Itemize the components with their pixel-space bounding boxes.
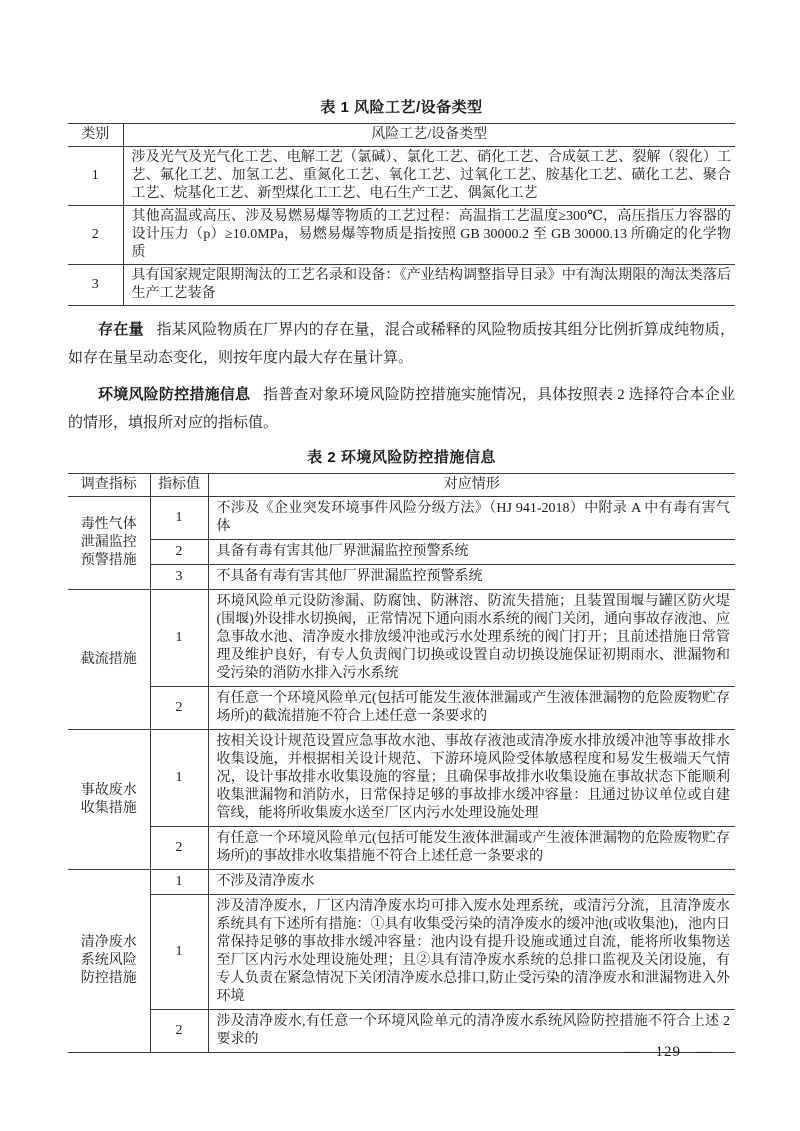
definition-text: 指普查对象环境风险防控措施实施情况，具体按照表 2 选择符合本企业的情形，填报所对应的指标值。	[68, 387, 735, 431]
situation-cell: 不涉及《企业突发环境事件风险分级方法》（HJ 941-2018）中附录 A 中有毒有害气体	[208, 497, 735, 540]
process-types-cell: 涉及光气及光气化工艺、电解工艺（氯碱）、氯化工艺、硝化工艺、合成氨工艺、裂解（裂化）工艺、氟化工艺、加氢工艺、重氮化工艺、氧化工艺、过氧化工艺、胺基化工艺、磺化工艺、聚合工艺、烷基化工艺、新型煤化工工艺、电石生产工艺、偶氮化工艺	[123, 147, 735, 206]
category-cell: 3	[68, 265, 123, 306]
term-label: 环境风险防控措施信息	[98, 386, 251, 403]
column-header-process-type: 风险工艺/设备类型	[123, 124, 735, 147]
page-number	[625, 1044, 713, 1061]
situation-cell: 涉及清净废水，厂区内清净废水均可排入废水处理系统，或清污分流，且清净废水系统具有下述所有措施：①具有收集受污染的清净废水的缓冲池(或收集池)，池内日常保持足够的事故排水缓冲容量：池内设有提升设施或通过自流，能将所收集物送至厂区内污水处理设施处理；且②具有清净废水系统的总排口监视及关闭设施，有专人负责在紧急情况下关闭清净废水总排口,防止受污染的清净废水和泄漏物进入外环境	[208, 895, 735, 1010]
indicator-cell: 截流措施	[68, 590, 150, 730]
indicator-cell: 毒性气体泄漏监控预警措施	[68, 497, 150, 590]
situation-cell: 不具备有毒有害其他厂界泄漏监控预警系统	[208, 565, 735, 590]
footer-right-dash: —	[697, 1044, 712, 1060]
table2-title: 表 2 环境风险防控措施信息	[307, 449, 496, 466]
risk-process-table	[68, 123, 735, 306]
definition-paragraph-existing-amount	[68, 316, 735, 372]
table2-body	[68, 497, 735, 1053]
footer-page-number: 129	[655, 1044, 681, 1060]
column-header-indicator-value: 指标值	[150, 474, 208, 497]
indicator-value-cell: 2	[150, 687, 208, 730]
situation-cell: 按相关设计规范设置应急事故水池、事故存液池或清净废水排放缓冲池等事故排水收集设施，并根据相关设计规范、下游环境风险受体敏感程度和易发生极端天气情况，设计事故排水收集设施的容量；且确保事故排水收集设施在事故状态下能顺利收集泄漏物和消防水，日常保持足够的事故排水缓冲容量：且通过协议单位或自建管线，能将所收集废水送至厂区内污水处理设施处理	[208, 730, 735, 827]
column-header-situation: 对应情形	[208, 474, 735, 497]
table-row	[68, 730, 735, 827]
indicator-value-cell: 1	[150, 895, 208, 1010]
indicator-value-cell: 1	[150, 870, 208, 895]
table-row	[68, 206, 735, 265]
category-cell: 1	[68, 147, 123, 206]
table-row	[68, 687, 735, 730]
definition-paragraph-risk-control-info	[68, 381, 735, 437]
situation-cell: 涉及清净废水,有任意一个环境风险单元的清净废水系统风险防控措施不符合上述 2 要求的	[208, 1010, 735, 1053]
term-label: 存在量	[98, 321, 144, 338]
table-row	[68, 895, 735, 1010]
table-row	[68, 870, 735, 895]
risk-control-measures-table	[68, 473, 735, 1053]
column-header-category: 类别	[68, 124, 123, 147]
situation-cell: 有任意一个环境风险单元(包括可能发生液体泄漏或产生液体泄漏物的危险废物贮存场所)的截流措施不符合上述任意一条要求的	[208, 687, 735, 730]
indicator-value-cell: 1	[150, 590, 208, 687]
situation-cell: 有任意一个环境风险单元(包括可能发生液体泄漏或产生液体泄漏物的危险废物贮存场所)的事故排水收集措施不符合上述任意一条要求的	[208, 827, 735, 870]
indicator-cell: 事故废水收集措施	[68, 730, 150, 870]
table-row	[68, 147, 735, 206]
indicator-value-cell: 1	[150, 497, 208, 540]
situation-cell: 不涉及清净废水	[208, 870, 735, 895]
indicator-value-cell: 2	[150, 827, 208, 870]
table-row	[68, 540, 735, 565]
table-row	[68, 565, 735, 590]
process-types-cell: 其他高温或高压、涉及易燃易爆等物质的工艺过程：高温指工艺温度≥300℃，高压指压力容器的设计压力（p）≥10.0MPa，易燃易爆等物质是指按照 GB 30000.2 至 GB 30000.13 所确定的化学物质	[123, 206, 735, 265]
table-header-row	[68, 124, 735, 147]
table-row	[68, 827, 735, 870]
footer-left-dash: —	[624, 1044, 640, 1060]
process-types-cell: 具有国家规定限期淘汰的工艺名录和设备：《产业结构调整指导目录》中有淘汰期限的淘汰类落后生产工艺装备	[123, 265, 735, 306]
table-row	[68, 590, 735, 687]
situation-cell: 环境风险单元设防渗漏、防腐蚀、防淋溶、防流失措施；且装置围堰与罐区防火堤(围堰)外设排水切换阀，正常情况下通向雨水系统的阀门关闭，通向事故存液池、应急事故水池、清净废水排放缓冲池或污水处理系统的阀门打开；且前述措施日常管理及维护良好，有专人负责阀门切换或设置自动切换设施保证初期雨水、泄漏物和受污染的消防水排入污水系统	[208, 590, 735, 687]
indicator-value-cell: 1	[150, 730, 208, 827]
definition-text: 指某风险物质在厂界内的存在量，混合或稀释的风险物质按其组分比例折算成纯物质，如存在量呈动态变化，则按年度内最大存在量计算。	[68, 322, 735, 366]
indicator-cell: 清净废水系统风险防控措施	[68, 870, 150, 1053]
indicator-value-cell: 3	[150, 565, 208, 590]
table-row	[68, 497, 735, 540]
indicator-value-cell: 2	[150, 540, 208, 565]
column-header-indicator: 调查指标	[68, 474, 150, 497]
indicator-value-cell: 2	[150, 1010, 208, 1053]
situation-cell: 具备有毒有害其他厂界泄漏监控预警系统	[208, 540, 735, 565]
table-header-row	[68, 474, 735, 497]
table1-title: 表 1 风险工艺/设备类型	[320, 99, 483, 116]
table1-body	[68, 147, 735, 306]
table-row	[68, 265, 735, 306]
category-cell: 2	[68, 206, 123, 265]
